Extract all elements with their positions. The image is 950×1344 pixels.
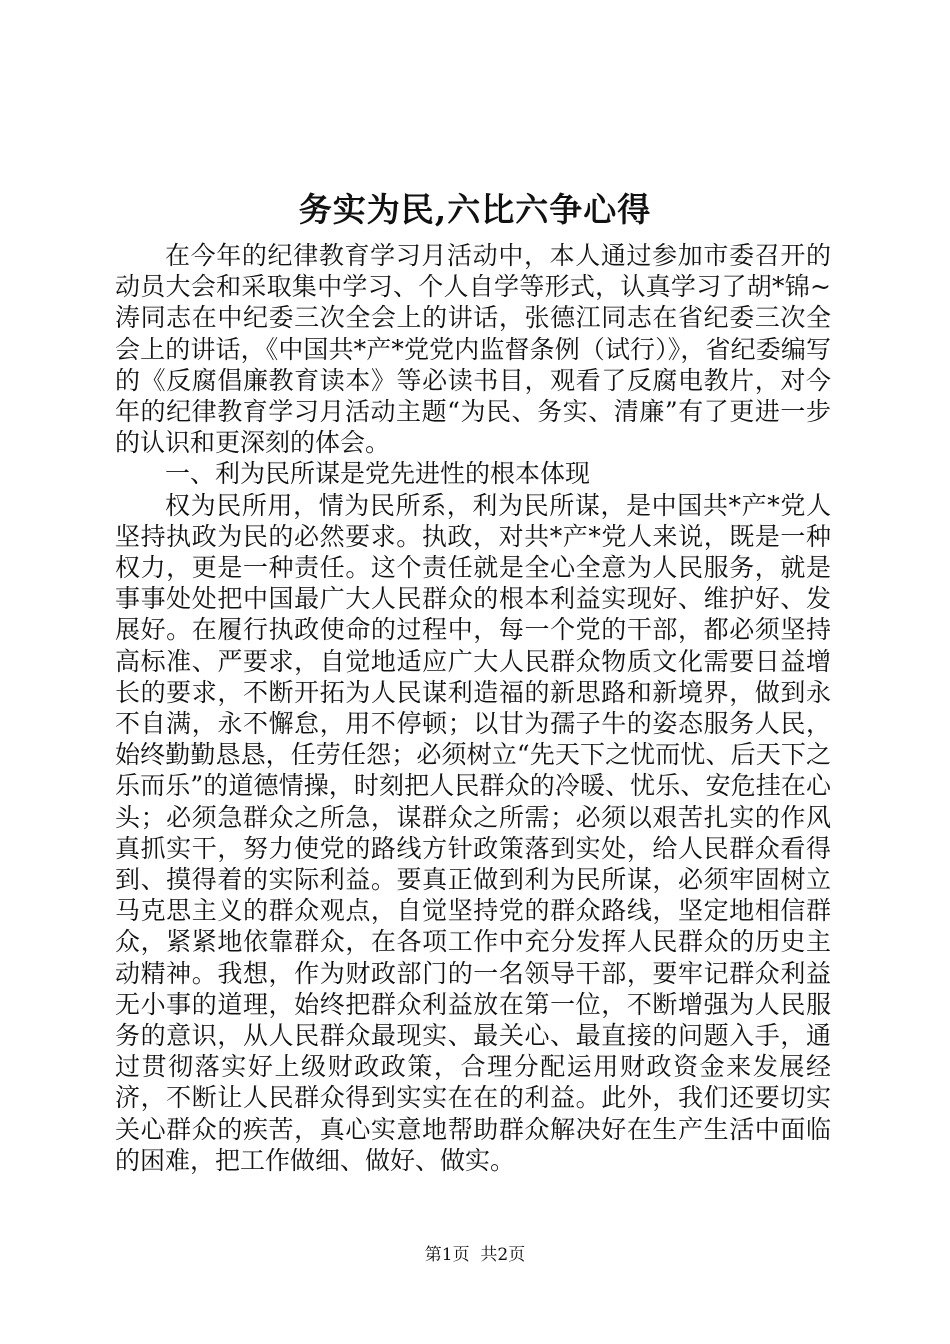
page-total: 共2页 [480,1245,526,1265]
page-footer [0,1244,950,1266]
page-number: 第1页 [424,1245,470,1265]
paragraph-section-1: 权为民所用，情为民所系，利为民所谋，是中国共*产*党人坚持执政为民的必然要求。执政，对共*产*党人来说，既是一种权力，更是一种责任。这个责任就是全心全意为人民服务，就是事事处处把中国最广大人民群众的根本利益实现好、维护好、发展好。在履行执政使命的过程中，每一个党的干部，都必须坚持高标准、严要求，自觉地适应广大人民群众物质文化需要日益增长的要求，不断开拓为人民谋利造福的新思路和新境界，做到永不自满，永不懈怠，用不停顿；以甘为孺子牛的姿态服务人民，始终勤勤恳恳，任劳任怨；必须树立“先天下之忧而忧、后天下之乐而乐”的道德情操，时刻把人民群众的冷暖、忧乐、安危挂在心头；必须急群众之所急，谋群众之所需；必须以艰苦扎实的作风真抓实干，努力使党的路线方针政策落到实处，给人民群众看得到、摸得着的实际利益。要真正做到利为民所谋，必须牢固树立马克思主义的群众观点，自觉坚持党的群众路线，坚定地相信群众，紧紧地依靠群众，在各项工作中充分发挥人民群众的历史主动精神。我想，作为财政部门的一名领导干部，要牢记群众利益无小事的道理，始终把群众利益放在第一位，不断增强为人民服务的意识，从人民群众最现实、最关心、最直接的问题入手，通过贯彻落实好上级财政政策，合理分配运用财政资金来发展经济，不断让人民群众得到实实在在的利益。此外，我们还要切实关心群众的疾苦，真心实意地帮助群众解决好在生产生活中面临的困难，把工作做细、做好、做实。 [115,490,831,1175]
document-body [115,240,831,1176]
document-title: 务实为民,六比六争心得 [298,190,652,229]
paragraph-intro: 在今年的纪律教育学习月活动中，本人通过参加市委召开的动员大会和采取集中学习、个人自学等形式，认真学习了胡*锦~涛同志在中纪委三次全会上的讲话，张德江同志在省纪委三次全会上的讲话，《中国共*产*党党内监督条例（试行）》，省纪委编写的《反腐倡廉教育读本》等必读书目，观看了反腐电教片，对今年的纪律教育学习月活动主题“为民、务实、清廉”有了更进一步的认识和更深刻的体会。 [115,241,831,458]
section-heading: 一、利为民所谋是党先进性的根本体现 [165,459,591,489]
